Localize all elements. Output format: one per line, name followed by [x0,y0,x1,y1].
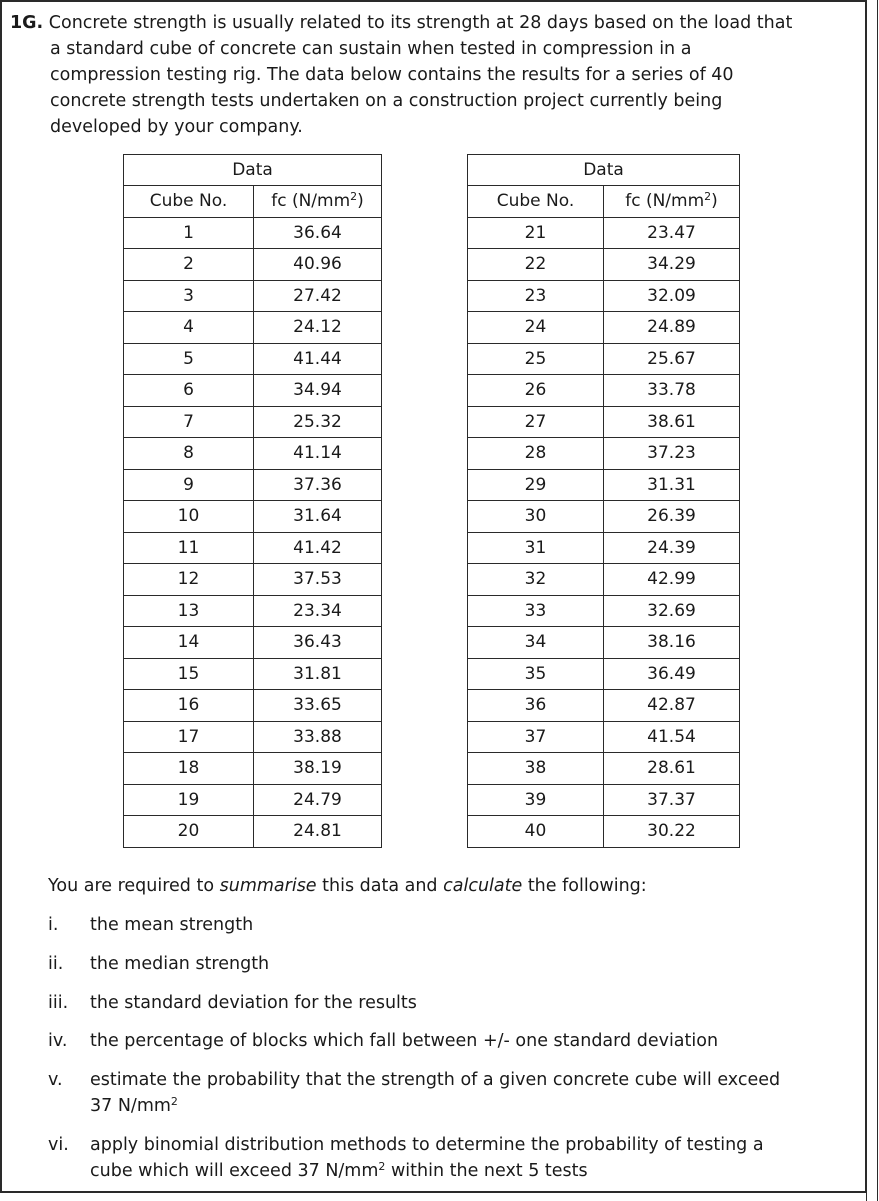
intro-line-3: compression testing rig. The data below contains the results for a series of 40 [50,65,734,85]
strength-cell: 33.88 [254,721,382,753]
table-row [468,438,740,470]
strength-cell: 34.94 [254,375,382,407]
table-row [468,564,740,596]
table-row [468,721,740,753]
strength-cell: 37.53 [254,564,382,596]
strength-cell: 40.96 [254,249,382,281]
item-text: apply binomial distribution methods to determine the probability of testing a cube which will exceed 37 $N/mm^2$ within the next 5 tests [90,1135,764,1181]
strength-cell: 38.16 [604,627,740,659]
cube-number-cell: 26 [468,375,604,407]
intro-line-2: a standard cube of concrete can sustain when tested in compression in a [50,39,692,59]
item-number: i. [48,915,59,935]
table-row [124,249,382,281]
cube-number-cell: 8 [124,438,254,470]
table-row [124,627,382,659]
table-row [468,753,740,785]
cube-number-cell: 12 [124,564,254,596]
cube-number-cell: 5 [124,343,254,375]
column-header-cube-no: Cube No. [124,186,254,218]
table-row [124,816,382,848]
table-row [124,784,382,816]
strength-cell: 24.39 [604,532,740,564]
table-row [124,690,382,722]
table-row [468,217,740,249]
data-table-1 [123,154,382,848]
table-row [468,280,740,312]
cube-number-cell: 32 [468,564,604,596]
strength-cell: 27.42 [254,280,382,312]
cube-number-cell: 38 [468,753,604,785]
table-row [124,564,382,596]
question-number: 1G. [10,13,44,33]
column-header-fc: fc $(N/mm^2)$ [254,186,382,218]
strength-cell: 31.31 [604,469,740,501]
table-row [468,690,740,722]
strength-cell: 38.19 [254,753,382,785]
item-number: vi. [48,1135,69,1155]
cube-number-cell: 7 [124,406,254,438]
strength-cell: 36.43 [254,627,382,659]
cube-number-cell: 19 [124,784,254,816]
strength-cell: 32.69 [604,595,740,627]
cube-number-cell: 16 [124,690,254,722]
table-row [468,658,740,690]
cube-number-cell: 14 [124,627,254,659]
table-row [124,721,382,753]
strength-cell: 24.81 [254,816,382,848]
cube-number-cell: 35 [468,658,604,690]
table-row [468,627,740,659]
cube-number-cell: 25 [468,343,604,375]
table-row [468,343,740,375]
strength-cell: 36.64 [254,217,382,249]
cube-number-cell: 23 [468,280,604,312]
cube-number-cell: 20 [124,816,254,848]
table-row [468,501,740,533]
item-text: estimate the probability that the strength of a given concrete cube will exceed 37 $N/mm^2$ [90,1070,781,1116]
cube-number-cell: 39 [468,784,604,816]
cube-number-cell: 40 [468,816,604,848]
item-number: iii. [48,993,69,1013]
cube-number-cell: 21 [468,217,604,249]
intro-line-5: developed by your company. [50,117,303,137]
column-header-cube-no: Cube No. [468,186,604,218]
strength-cell: 23.47 [604,217,740,249]
cube-number-cell: 1 [124,217,254,249]
question-intro [10,10,850,140]
item-number: v. [48,1070,63,1090]
item-text: the standard deviation for the results [90,993,417,1013]
cube-number-cell: 13 [124,595,254,627]
requirement-text: You are required to summarise this data and calculate the following: [48,876,647,896]
intro-line-1: Concrete strength is usually related to its strength at 28 days based on the load that [48,13,793,33]
cube-number-cell: 3 [124,280,254,312]
strength-cell: 34.29 [604,249,740,281]
cube-number-cell: 9 [124,469,254,501]
page-edge-bar [866,0,878,1201]
cube-number-cell: 37 [468,721,604,753]
table-row [124,375,382,407]
item-text: the median strength [90,954,270,974]
table-row [124,280,382,312]
strength-cell: 41.54 [604,721,740,753]
strength-cell: 31.64 [254,501,382,533]
table-row [124,658,382,690]
data-table-2 [467,154,740,848]
strength-cell: 24.12 [254,312,382,344]
table-caption: Data [124,155,382,186]
cube-number-cell: 24 [468,312,604,344]
item-number: iv. [48,1031,68,1051]
strength-cell: 41.44 [254,343,382,375]
table-row [468,249,740,281]
strength-cell: 41.42 [254,532,382,564]
strength-cell: 25.32 [254,406,382,438]
cube-number-cell: 15 [124,658,254,690]
cube-number-cell: 11 [124,532,254,564]
cube-number-cell: 30 [468,501,604,533]
strength-cell: 42.87 [604,690,740,722]
strength-cell: 36.49 [604,658,740,690]
table-row [468,469,740,501]
item-text: the mean strength [90,915,254,935]
table-row [124,217,382,249]
strength-cell: 37.23 [604,438,740,470]
cube-number-cell: 29 [468,469,604,501]
strength-cell: 24.79 [254,784,382,816]
cube-number-cell: 28 [468,438,604,470]
column-header-fc: fc $(N/mm^2)$ [604,186,740,218]
table-row [468,784,740,816]
strength-cell: 28.61 [604,753,740,785]
strength-cell: 37.37 [604,784,740,816]
strength-cell: 32.09 [604,280,740,312]
cube-number-cell: 36 [468,690,604,722]
intro-line-4: concrete strength tests undertaken on a construction project currently being [50,91,723,111]
table-row [468,312,740,344]
item-text: the percentage of blocks which fall between +/- one standard deviation [90,1031,719,1051]
cube-number-cell: 34 [468,627,604,659]
table-row [468,532,740,564]
cube-number-cell: 27 [468,406,604,438]
table-row [468,375,740,407]
strength-cell: 23.34 [254,595,382,627]
table-row [124,343,382,375]
table-row [124,595,382,627]
cube-number-cell: 22 [468,249,604,281]
strength-cell: 25.67 [604,343,740,375]
strength-cell: 30.22 [604,816,740,848]
strength-cell: 33.65 [254,690,382,722]
table-row [124,532,382,564]
cube-number-cell: 17 [124,721,254,753]
cube-number-cell: 31 [468,532,604,564]
cube-number-cell: 6 [124,375,254,407]
cube-number-cell: 2 [124,249,254,281]
table-row [124,312,382,344]
item-number: ii. [48,954,64,974]
table-row [468,595,740,627]
strength-cell: 26.39 [604,501,740,533]
table-row [468,406,740,438]
strength-cell: 42.99 [604,564,740,596]
table-row [124,753,382,785]
cube-number-cell: 10 [124,501,254,533]
table-row [124,406,382,438]
cube-number-cell: 33 [468,595,604,627]
table-caption: Data [468,155,740,186]
cube-number-cell: 18 [124,753,254,785]
strength-cell: 31.81 [254,658,382,690]
table-row [124,438,382,470]
cube-number-cell: 4 [124,312,254,344]
strength-cell: 41.14 [254,438,382,470]
strength-cell: 24.89 [604,312,740,344]
strength-cell: 37.36 [254,469,382,501]
table-row [124,469,382,501]
strength-cell: 33.78 [604,375,740,407]
strength-cell: 38.61 [604,406,740,438]
table-row [468,816,740,848]
table-row [124,501,382,533]
